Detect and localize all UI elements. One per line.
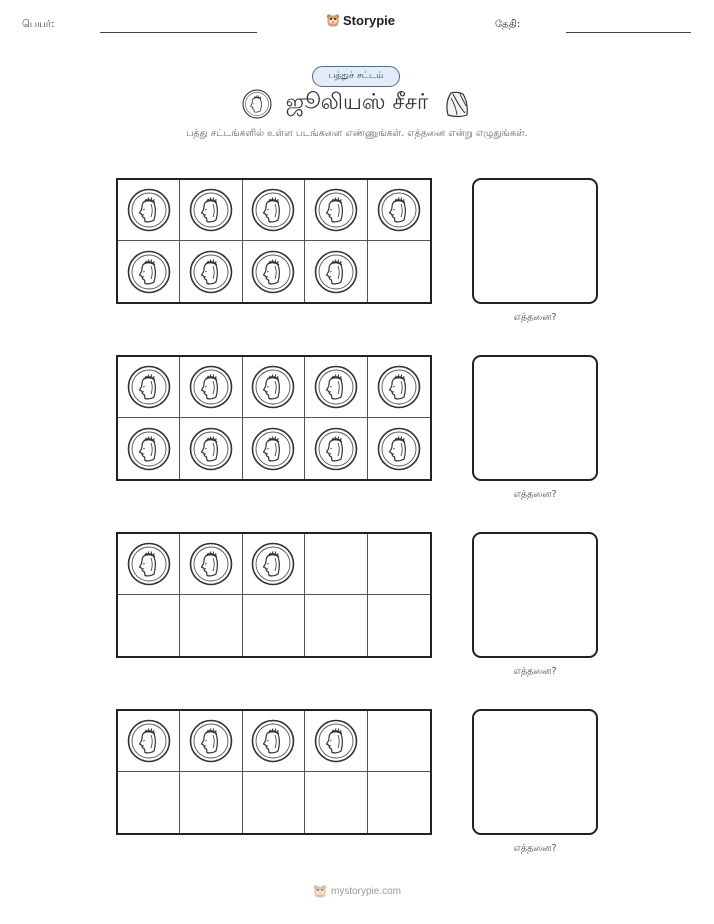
caesar-coin-icon — [189, 427, 233, 471]
frame-cell — [180, 180, 242, 241]
frame-cell — [305, 180, 367, 241]
frame-cell — [118, 534, 180, 595]
caesar-coin-icon — [251, 188, 295, 232]
worksheet-tag: பத்துச் சட்டம் — [312, 66, 400, 87]
frame-cell — [180, 418, 242, 479]
caesar-coin-icon — [189, 542, 233, 586]
frame-cell — [368, 711, 430, 772]
ten-frame — [116, 355, 432, 481]
caesar-coin-icon — [377, 365, 421, 409]
frame-cell — [118, 180, 180, 241]
caesar-coin-icon — [251, 719, 295, 763]
caesar-coin-icon — [127, 188, 171, 232]
frame-cell — [243, 772, 305, 833]
caesar-coin-icon — [189, 719, 233, 763]
ten-frame — [116, 178, 432, 304]
frame-cell — [368, 534, 430, 595]
frame-cell — [118, 711, 180, 772]
caesar-coin-icon — [377, 427, 421, 471]
caesar-coin-icon — [189, 250, 233, 294]
frame-cell — [368, 357, 430, 418]
frame-cell — [118, 241, 180, 302]
instructions: பத்து சட்டங்களில் உள்ள படங்களை எண்ணுங்கள். எத்தனை என்று எழுதுங்கள். — [186, 128, 528, 139]
frame-cell — [305, 357, 367, 418]
caesar-coin-icon — [189, 365, 233, 409]
frame-cell — [243, 241, 305, 302]
frame-cell — [305, 711, 367, 772]
caesar-coin-icon — [189, 188, 233, 232]
brand-logo — [326, 13, 395, 28]
answer-label: எத்தனை? — [513, 666, 557, 677]
frame-cell — [118, 595, 180, 656]
caesar-coin-icon — [314, 719, 358, 763]
frame-cell — [180, 241, 242, 302]
caesar-coin-icon — [127, 365, 171, 409]
brand-name: Storypie — [343, 13, 396, 28]
frame-cell — [368, 418, 430, 479]
frame-cell — [180, 772, 242, 833]
ten-frame — [116, 709, 432, 835]
frame-cell — [243, 357, 305, 418]
frame-cell — [180, 357, 242, 418]
footer — [0, 884, 714, 899]
date-line[interactable] — [566, 32, 691, 33]
answer-label: எத்தனை? — [513, 843, 557, 854]
frame-cell — [243, 180, 305, 241]
caesar-coin-icon — [127, 250, 171, 294]
frame-cell — [243, 534, 305, 595]
frame-cell — [118, 772, 180, 833]
frame-cell — [243, 595, 305, 656]
answer-box[interactable] — [472, 355, 598, 481]
frame-cell — [118, 357, 180, 418]
frame-cell — [305, 418, 367, 479]
caesar-coin-icon — [127, 719, 171, 763]
frame-cell — [305, 534, 367, 595]
frame-cell — [305, 595, 367, 656]
frame-cell — [305, 772, 367, 833]
frame-cell — [180, 711, 242, 772]
caesar-coin-icon — [251, 542, 295, 586]
date-label: தேதி: — [495, 19, 521, 30]
footer-url: mystorypie.com — [330, 886, 401, 897]
name-line[interactable] — [100, 32, 257, 33]
ten-frame — [116, 532, 432, 658]
title-row — [0, 89, 714, 119]
answer-label: எத்தனை? — [513, 312, 557, 323]
caesar-coin-icon — [251, 427, 295, 471]
frame-cell — [180, 595, 242, 656]
caesar-coin-icon — [251, 250, 295, 294]
page-title: ஜூலியஸ் சீசர் — [285, 90, 429, 115]
caesar-coin-icon — [314, 250, 358, 294]
caesar-coin-icon — [377, 188, 421, 232]
frame-cell — [243, 418, 305, 479]
frame-cell — [243, 711, 305, 772]
frame-cell — [368, 241, 430, 302]
caesar-coin-icon — [314, 427, 358, 471]
name-label: பெயர்: — [22, 19, 55, 30]
answer-box[interactable] — [472, 709, 598, 835]
frame-cell — [305, 241, 367, 302]
frame-cell — [180, 534, 242, 595]
storypie-mascot-icon — [326, 13, 340, 28]
answer-box[interactable] — [472, 532, 598, 658]
caesar-coin-icon — [242, 89, 272, 119]
frame-cell — [368, 595, 430, 656]
toga-icon — [442, 89, 472, 119]
answer-label: எத்தனை? — [513, 489, 557, 500]
caesar-coin-icon — [251, 365, 295, 409]
storypie-mascot-icon — [313, 884, 327, 899]
caesar-coin-icon — [314, 188, 358, 232]
answer-box[interactable] — [472, 178, 598, 304]
caesar-coin-icon — [127, 542, 171, 586]
caesar-coin-icon — [314, 365, 358, 409]
frame-cell — [118, 418, 180, 479]
frame-cell — [368, 180, 430, 241]
caesar-coin-icon — [127, 427, 171, 471]
frame-cell — [368, 772, 430, 833]
